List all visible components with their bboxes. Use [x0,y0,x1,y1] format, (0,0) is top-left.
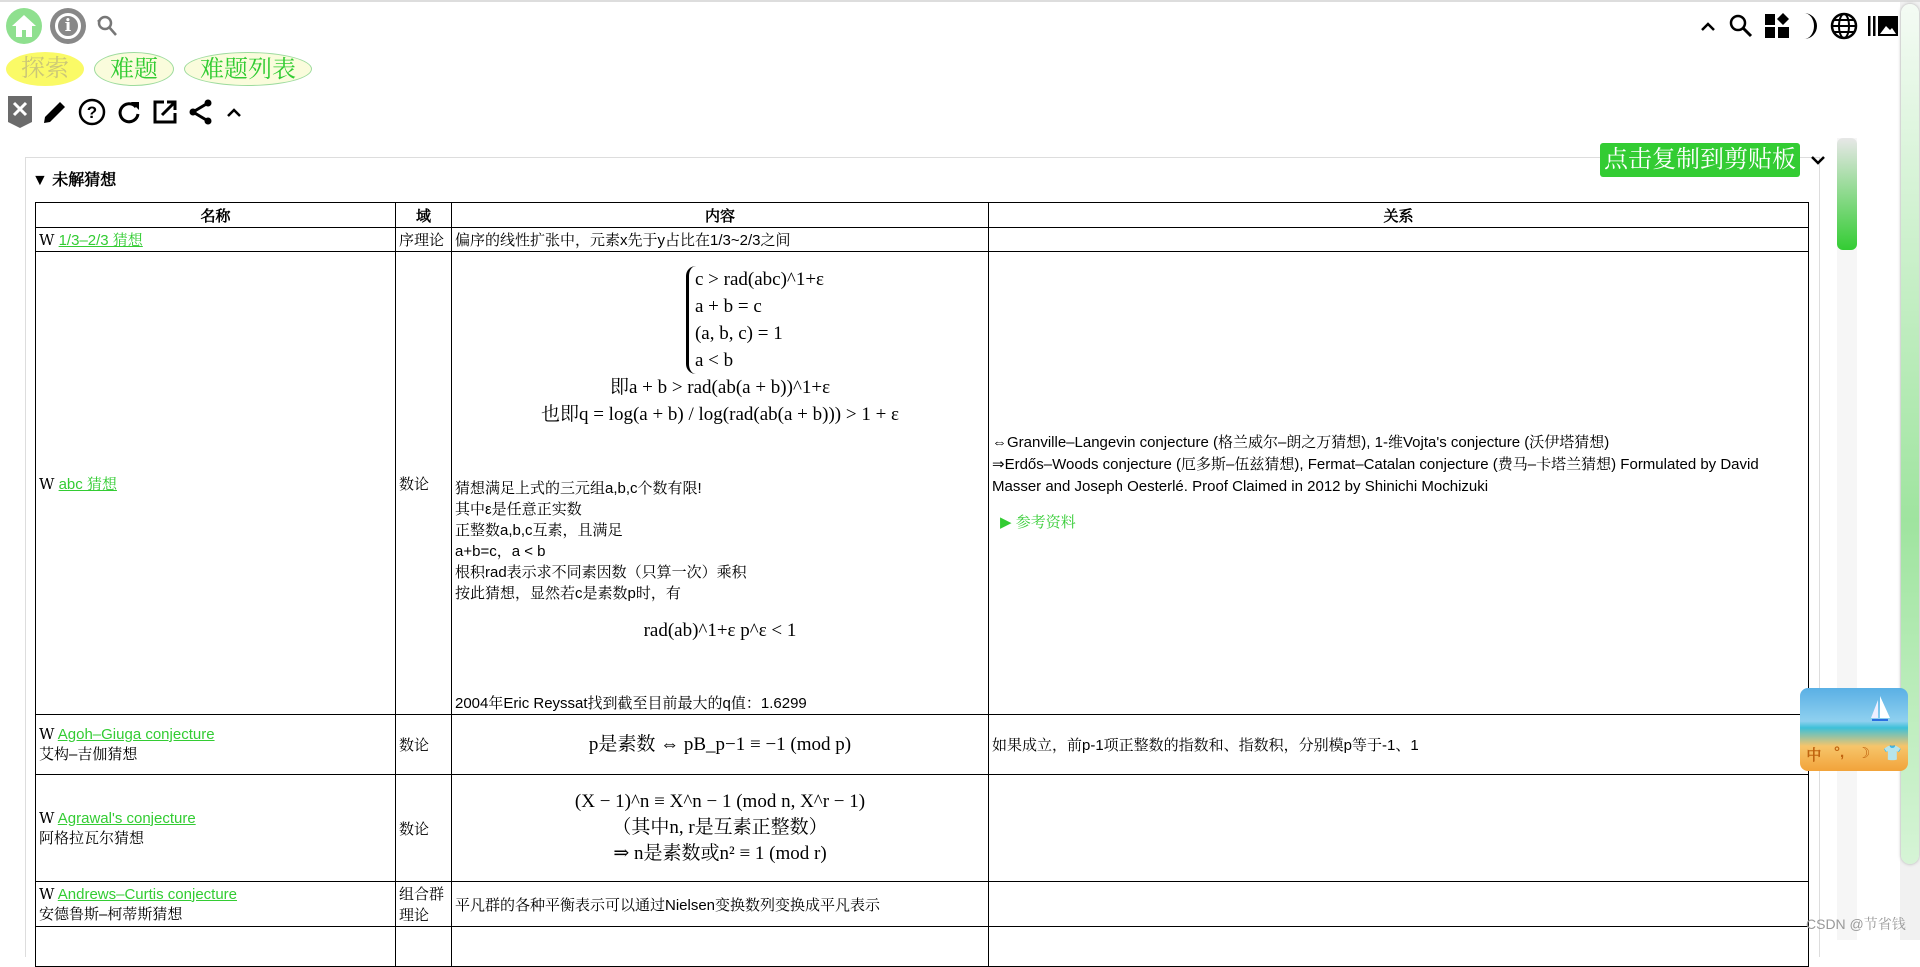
conjecture-link[interactable]: Andrews–Curtis conjecture [57,885,238,903]
formula-line: c > rad(abc)^1+ε [694,269,825,290]
refresh-icon[interactable] [116,99,142,125]
field-cell: 数论 [396,715,452,775]
formula-line: （其中n, r是互素正整数） [612,817,828,838]
header-relation: 关系 [989,203,1809,228]
table-row [36,715,1809,775]
formula-line: ⇒ n是素数或n² ≡ 1 (mod r) [613,843,827,864]
text-line: 其中ε是任意正实数 [455,501,582,518]
conjecture-link[interactable]: Agoh–Giuga conjecture [57,726,215,743]
header-field: 域 [396,203,452,228]
field-cell: 组合群理论 [396,882,452,927]
tab-explore[interactable]: 探索 [6,52,84,86]
formula-line: (a, b, c) = 1 [694,323,783,344]
panel-scrollbar-thumb[interactable] [1837,138,1857,250]
section-toggle[interactable] [32,167,116,190]
wikipedia-icon[interactable]: W [39,808,55,827]
conjecture-link[interactable]: 1/3–2/3 猜想 [58,232,143,249]
relation-cell [989,228,1809,252]
gallery-icon[interactable] [1868,14,1898,38]
table-row [36,882,1809,927]
abc-formula [455,266,985,428]
globe-icon[interactable] [1830,12,1858,40]
home-icon[interactable] [6,8,42,44]
relation-cell [989,882,1809,927]
content-cell: 偏序的线性扩张中，元素x先于y占比在1/3~2/3之间 [452,228,989,252]
content-formula [452,775,989,882]
header-name: 名称 [36,203,396,228]
section-title: 未解猜想 [52,172,117,189]
search-icon[interactable] [1728,13,1754,39]
moon-icon[interactable]: ☽ [1856,745,1871,762]
watermark: CSDN @节省钱 [1806,916,1906,932]
input-method-widget[interactable] [1800,688,1908,771]
page-scrollbar[interactable] [1900,2,1920,940]
punctuation-icon[interactable]: °, [1834,744,1845,761]
panel-scrollbar[interactable] [1837,138,1857,940]
table-row [36,252,1809,715]
close-bookmark-icon[interactable] [8,96,32,128]
wikipedia-icon[interactable]: W [39,474,55,493]
table-row [36,775,1809,882]
triangle-down-icon: ▼ [32,172,53,189]
nav-tabs [6,52,312,86]
field-cell: 序理论 [396,228,452,252]
wikipedia-icon[interactable]: W [39,884,55,903]
relation-cell: 如果成立，前p-1项正整数的指数和、指数积，分别模p等于-1、1 [989,715,1809,775]
skin-icon[interactable]: 👕 [1882,745,1902,762]
copy-to-clipboard-button[interactable]: 点击复制到剪贴板 [1600,143,1800,177]
relation-line: ⇒Erdős–Woods conjecture (厄多斯–伍兹猜想), Fermat–Catalan conjecture (费马–卡塔兰猜想) Formulated by David Masser and Joseph Oesterlé. Proof Claimed in 2012 by Shinichi Mochizuki [992,456,1759,495]
toolbar [8,96,244,128]
text-line: 猜想满足上式的三元组a,b,c个数有限! [455,480,702,497]
formula-line: rad(ab)^1+ε p^ε < 1 [643,620,797,641]
chinese-name: 艾构–吉伽猜想 [39,746,138,763]
wikipedia-icon[interactable]: W [39,725,55,743]
tab-problems[interactable]: 难题 [94,52,174,86]
table-row [36,927,1809,967]
formula-line: (X − 1)^n ≡ X^n − 1 (mod n, X^r − 1) [574,791,866,812]
content-cell: 平凡群的各种平衡表示可以通过Nielsen变换数列变换成平凡表示 [452,882,989,927]
chevron-down-icon[interactable] [1808,150,1828,170]
relation-line: ⇔Granville–Langevin conjecture (格兰威尔–朗之万猜想), 1-维Vojta's conjecture (沃伊塔猜想) [992,434,1610,451]
chevron-up-icon[interactable] [224,102,244,122]
open-external-icon[interactable] [152,99,178,125]
top-left-icons [6,8,120,44]
table-header [36,203,1809,228]
tab-problem-list[interactable]: 难题列表 [184,52,312,86]
dark-mode-icon[interactable] [1800,12,1820,40]
info-icon[interactable]: i [50,8,86,44]
chinese-mode-icon[interactable]: 中 [1806,747,1822,764]
conjecture-link[interactable]: Agrawal's conjecture [57,809,196,827]
abc-explanation [455,478,985,604]
conjecture-link[interactable]: abc 猜想 [58,475,117,493]
content-formula: p是素数 ⇔ pB_p−1 ≡ −1 (mod p) [452,715,989,775]
share-icon[interactable] [188,99,214,125]
text-line: 按此猜想，显然若c是素数p时，有 [455,585,681,602]
table-row [36,228,1809,252]
formula-line: 也即q = log(a + b) / log(rad(ab(a + b))) > 1 + ε [540,404,900,425]
text-line: 2004年Eric Reyssat找到截至目前最大的q值：1.6299 [455,695,807,712]
relation-cell [989,775,1809,882]
top-right-icons [1698,12,1898,40]
references-toggle[interactable] [1000,512,1805,534]
text-line: 根积rad表示求不同素因数（只算一次）乘积 [455,564,747,581]
header-content: 内容 [452,203,989,228]
chevron-up-icon[interactable] [1698,16,1718,36]
content-cell [452,252,989,715]
sailboat-icon [1868,694,1892,724]
references-label: 参考资料 [1015,514,1076,531]
search-reset-icon[interactable] [94,13,120,39]
triangle-right-icon: ▶ [1000,514,1016,531]
conjecture-table [35,202,1809,967]
formula-line: a + b = c [694,296,762,317]
relation-cell [989,252,1809,715]
chinese-name: 阿格拉瓦尔猜想 [39,829,145,847]
wikipedia-icon[interactable]: W [39,231,55,249]
field-cell: 数论 [396,775,452,882]
formula-line: 即a + b > rad(ab(a + b))^1+ε [609,377,831,398]
formula-line: a < b [694,350,734,371]
text-line: a+b=c，a < b [455,543,546,560]
field-cell: 数论 [396,252,452,715]
text-line: 正整数a,b,c互素，且满足 [455,522,623,539]
widgets-icon[interactable] [1764,13,1790,39]
help-icon[interactable] [78,98,106,126]
chinese-name: 安德鲁斯–柯蒂斯猜想 [39,905,183,923]
svg-text:?: ? [86,103,98,122]
pencil-icon[interactable] [42,99,68,125]
